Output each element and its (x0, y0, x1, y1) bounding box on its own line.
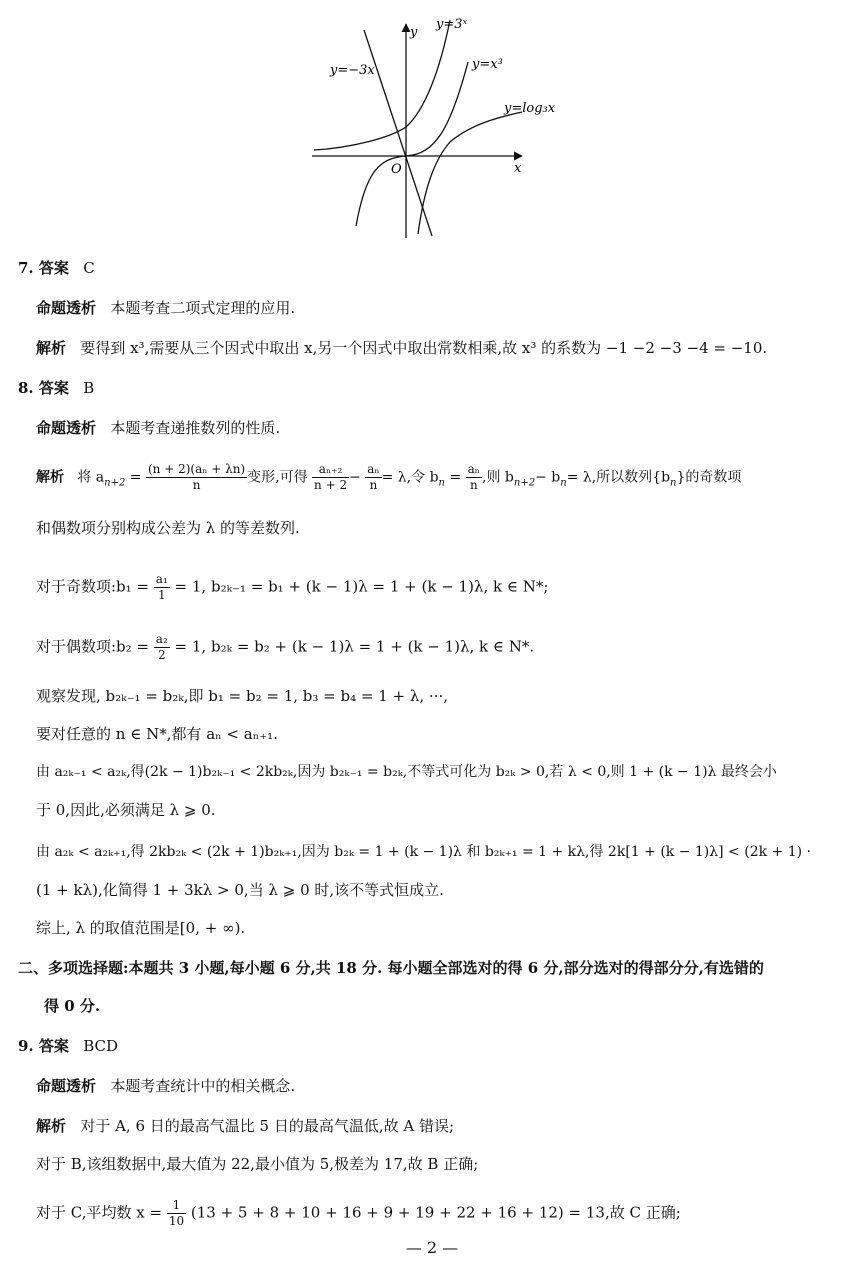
q8-analysis: 本题考查递推数列的性质. (110, 419, 281, 437)
function-graph-figure (300, 10, 556, 242)
axis-label-x: x (514, 161, 522, 176)
q9-analysis-label: 命题透析 (36, 1077, 97, 1095)
q7-solution-label: 解析 (36, 339, 67, 357)
q7-heading: 7. 答案 (18, 259, 69, 277)
q7-analysis-label: 命题透析 (36, 299, 97, 317)
q9-solution-line1: 解析 对于 A, 6 日的最高气温比 5 日的最高气温低,故 A 错误; (36, 1117, 455, 1135)
q8-analysis-label: 命题透析 (36, 419, 97, 437)
q8-derivation1-cont: 于 0,因此,必须满足 λ ⩾ 0. (36, 801, 216, 819)
q8-s1-a: 将 a (77, 469, 105, 486)
label-y-log3x: y=log₃x (504, 101, 556, 116)
curve-y-x3 (356, 62, 468, 226)
curve-y-log3x (418, 112, 522, 234)
q8-even-terms: 对于偶数项:b₂ = $\frac{\text{a₂}}{2}$ = 1, b₂ₖ = b₂ + (k − 1)λ = 1 + (k − 1)λ, k ∈ N*. (36, 632, 535, 662)
q7-analysis-line (36, 298, 295, 318)
q9-answer-line (18, 1036, 118, 1056)
page-number: — 2 — (405, 1238, 459, 1257)
q9-solution-line3: 对于 C,平均数 x = $\frac{1}{10}$ (13 + 5 + 8 + 10 + 16 + 9 + 19 + 22 + 16 + 12) = 13,故 C 正确; (36, 1198, 681, 1228)
q9-analysis: 本题考查统计中的相关概念. (110, 1077, 296, 1095)
q9-analysis-line (36, 1076, 295, 1096)
section2-heading: 二、多项选择题:本题共 3 小题,每小题 6 分,共 18 分. 每小题全部选对的得 6 分,部分选对的得部分分,有选错的 (18, 959, 764, 977)
q8-analysis-line (36, 418, 280, 438)
q8-s1-b: 变形,可得 (247, 469, 308, 486)
line-y-neg3x (364, 30, 432, 236)
q8-derivation2-cont: (1 + kλ),化简得 1 + 3kλ > 0,当 λ ⩾ 0 时,该不等式恒成立. (36, 881, 444, 899)
q8-answer-line (18, 378, 94, 398)
q8-frac2: $\frac{\text{aₙ₊₂}}{n + 2}$ (314, 462, 348, 492)
q9-solution-label: 解析 (36, 1117, 67, 1135)
q8-condition: 要对任意的 n ∈ N*,都有 aₙ < aₙ₊₁. (36, 725, 278, 743)
q8-solution-line2: 和偶数项分别构成公差为 λ 的等差数列. (36, 519, 300, 537)
q9-solution-line2: 对于 B,该组数据中,最大值为 22,最小值为 5,极差为 17,故 B 正确; (36, 1155, 479, 1173)
q8-frac3: $\frac{\text{aₙ}}{n}$ (367, 462, 380, 492)
section2-heading-cont: 得 0 分. (44, 997, 101, 1015)
q8-solution-line1: 解析 将 $a_{n+2}$ = $\frac{\text{(n + 2)(aₙ + λn)}}{n}$ 变形,可得 $\frac{\text{aₙ₊₂}}{n + 2}$ − $\frac{\text{aₙ}}{n}$ = λ,令 $b_n$ = $\frac{\text{aₙ}}{n}$ ,则 $b_{n+2}- b_n= \lambda$,所以数列$\{b_n\}$的奇数项 (36, 462, 742, 492)
q8-frac1: $\frac{\text{(n + 2)(aₙ + λn)}}{n}$ (147, 462, 246, 492)
q8-odd-terms: 对于奇数项:b₁ = $\frac{\text{a₁}}{1}$ = 1, b₂ₖ₋₁ = b₁ + (k − 1)λ = 1 + (k − 1)λ, k ∈ N*; (36, 572, 549, 602)
q7-solution-line (36, 338, 767, 358)
q8-observation: 观察发现, b₂ₖ₋₁ = b₂ₖ,即 b₁ = b₂ = 1, b₃ = b₄ = 1 + λ, ···, (36, 687, 449, 705)
q7-answer-line (18, 258, 95, 278)
q8-solution-label: 解析 (36, 469, 64, 486)
label-y-x3: y=x³ (472, 57, 503, 72)
q7-answer: C (83, 259, 95, 277)
q8-conclusion: 综上, λ 的取值范围是[0, + ∞). (36, 919, 246, 937)
q8-derivation1: 由 a₂ₖ₋₁ < a₂ₖ,得(2k − 1)b₂ₖ₋₁ < 2kb₂ₖ,因为 b₂ₖ₋₁ = b₂ₖ,不等式可化为 b₂ₖ > 0,若 λ < 0,则 1 + (k − 1)λ 最终会小 (36, 764, 777, 780)
axis-label-y: y (410, 25, 418, 40)
q9-answer: BCD (83, 1037, 119, 1055)
q8-frac4: $\frac{\text{aₙ}}{n}$ (467, 462, 480, 492)
origin-label: O (391, 162, 402, 177)
q7-solution: 要得到 x³,需要从三个因式中取出 x,另一个因式中取出常数相乘,故 x³ 的系数为 −1 −2 −3 −4 = −10. (80, 339, 768, 357)
q9-heading: 9. 答案 (18, 1037, 69, 1055)
label-y-neg3x: y=−3x (330, 63, 375, 78)
q8-derivation2: 由 a₂ₖ < a₂ₖ₊₁,得 2kb₂ₖ < (2k + 1)b₂ₖ₊₁,因为 b₂ₖ = 1 + (k − 1)λ 和 b₂ₖ₊₁ = 1 + kλ,得 2k[1 + (k − 1)λ] < (2k + 1) · (36, 844, 811, 860)
q8-heading: 8. 答案 (18, 379, 69, 397)
q8-answer: B (83, 379, 95, 397)
q7-analysis: 本题考查二项式定理的应用. (110, 299, 296, 317)
label-y-3x: y=3ˣ (436, 17, 468, 32)
